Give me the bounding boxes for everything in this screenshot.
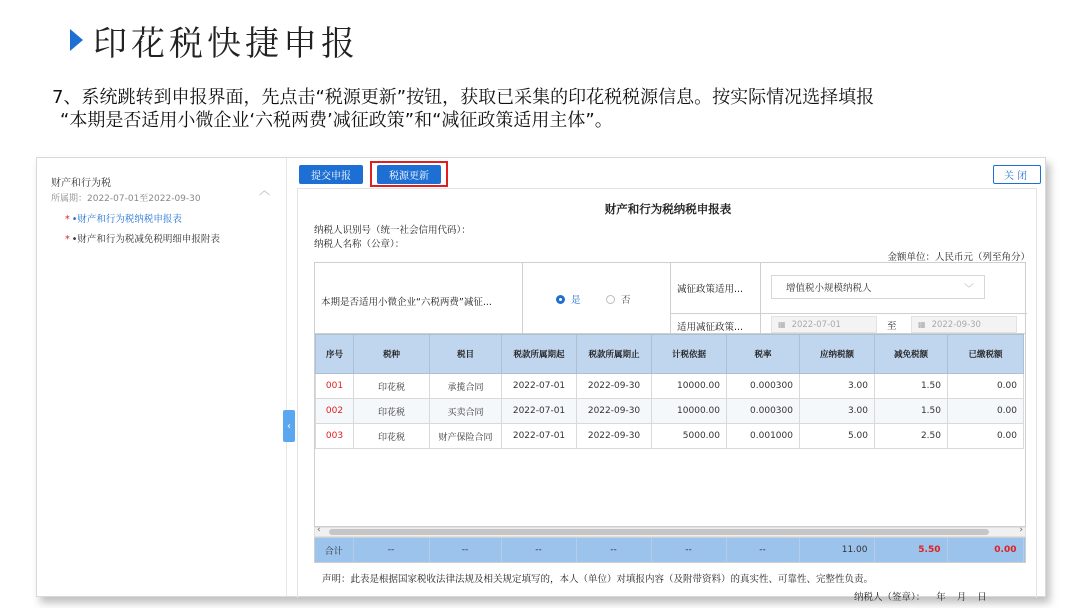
table-cell: 0.00 bbox=[948, 399, 1024, 424]
radio-unchecked-icon bbox=[606, 295, 615, 304]
main-panel bbox=[297, 158, 1047, 603]
column-header: 序号 bbox=[316, 335, 354, 374]
small-enterprise-policy-question: 本期是否适用小微企业“六税两费”减征... bbox=[321, 297, 492, 308]
total-cell: -- bbox=[651, 538, 726, 562]
table-row[interactable] bbox=[316, 399, 1024, 424]
table-cell: 1.50 bbox=[875, 374, 948, 399]
table-cell: 印花税 bbox=[354, 374, 430, 399]
table-cell: 2022-09-30 bbox=[577, 374, 652, 399]
sidebar-item-exemption-schedule[interactable] bbox=[65, 231, 220, 245]
column-header: 应纳税额 bbox=[800, 335, 875, 374]
sidebar-period: 所属期：2022-07-01至2022-09-30 bbox=[51, 194, 201, 204]
table-cell: 3.00 bbox=[800, 399, 875, 424]
table-cell: 财产保险合同 bbox=[430, 424, 502, 449]
taxpayer-id-label: 纳税人识别号（统一社会信用代码）： bbox=[314, 225, 471, 236]
total-cell: -- bbox=[429, 538, 501, 562]
required-star-icon: * bbox=[65, 214, 70, 225]
table-cell: 2022-07-01 bbox=[502, 399, 577, 424]
scrollbar-thumb[interactable] bbox=[329, 529, 989, 535]
total-cell: -- bbox=[726, 538, 799, 562]
chevron-up-icon[interactable]: ︿ bbox=[259, 184, 270, 197]
sidebar-title: 财产和行为税 bbox=[51, 178, 111, 189]
table-cell: 10000.00 bbox=[652, 399, 727, 424]
horizontal-scrollbar[interactable] bbox=[314, 527, 1026, 537]
table-cell: 003 bbox=[316, 424, 354, 449]
total-cell: -- bbox=[576, 538, 651, 562]
table-cell: 0.001000 bbox=[727, 424, 800, 449]
policy-subject-label: 减征政策适用... bbox=[677, 284, 744, 295]
slide-title bbox=[70, 16, 359, 64]
calendar-icon: ▦ bbox=[918, 320, 926, 329]
chevron-left-icon: ‹ bbox=[287, 420, 291, 432]
app-screenshot bbox=[36, 157, 1046, 603]
column-header: 税目 bbox=[430, 335, 502, 374]
table-header-row bbox=[316, 335, 1024, 374]
chevron-down-icon: ﹀ bbox=[964, 284, 974, 295]
date-range-separator: 至 bbox=[887, 321, 897, 332]
policy-section bbox=[314, 262, 1026, 334]
collapse-sidebar-handle[interactable] bbox=[283, 410, 295, 442]
sidebar-item-label: •财产和行为税纳税申报表 bbox=[71, 214, 182, 225]
form-title: 财产和行为税纳税申报表 bbox=[604, 202, 732, 216]
instruction-line-2: “本期是否适用小微企业‘六税两费’减征政策”和“减征政策适用主体”。 bbox=[60, 110, 613, 131]
total-label: 合计 bbox=[315, 538, 353, 562]
tax-detail-table bbox=[314, 334, 1026, 527]
column-header: 已缴税额 bbox=[948, 335, 1024, 374]
total-cell: -- bbox=[501, 538, 576, 562]
table-cell: 1.50 bbox=[875, 399, 948, 424]
table-cell: 2022-07-01 bbox=[502, 374, 577, 399]
required-star-icon: * bbox=[65, 234, 70, 245]
table-cell: 2022-07-01 bbox=[502, 424, 577, 449]
table-cell: 2022-09-30 bbox=[577, 399, 652, 424]
sidebar-item-label: •财产和行为税减免税明细申报附表 bbox=[71, 234, 220, 245]
triangle-bullet-icon bbox=[70, 29, 83, 51]
column-header: 计税依据 bbox=[652, 335, 727, 374]
table-cell: 5000.00 bbox=[652, 424, 727, 449]
policy-end-date-input[interactable]: ▦ 2022-09-30 bbox=[911, 316, 1017, 333]
tax-source-refresh-button[interactable]: 税源更新 bbox=[377, 165, 441, 184]
table-cell: 0.00 bbox=[948, 424, 1024, 449]
table-cell: 印花税 bbox=[354, 399, 430, 424]
table-row[interactable] bbox=[316, 374, 1024, 399]
scroll-right-icon[interactable]: › bbox=[1019, 525, 1023, 535]
instruction-text bbox=[52, 86, 1052, 132]
scroll-left-icon[interactable]: ‹ bbox=[317, 525, 321, 535]
table-cell: 0.000300 bbox=[727, 374, 800, 399]
taxpayer-name-label: 纳税人名称（公章）： bbox=[314, 239, 405, 250]
submit-declaration-button[interactable]: 提交申报 bbox=[299, 165, 363, 184]
column-header: 税款所属期起 bbox=[502, 335, 577, 374]
declaration-form bbox=[297, 188, 1037, 603]
slide-title-text: 印花税快捷申报 bbox=[93, 23, 359, 64]
declaration-statement: 声明：此表是根据国家税收法律法规及相关规定填写的，本人（单位）对填报内容（及附带资料）的真实性、可靠性、完整性负责。 bbox=[322, 574, 874, 585]
table-cell: 001 bbox=[316, 374, 354, 399]
radio-checked-icon bbox=[556, 295, 565, 304]
instruction-line-1: 7、系统跳转到申报界面，先点击“税源更新”按钮，获取已采集的印花税税源信息。按实际情况选择填报 bbox=[52, 87, 875, 108]
total-row bbox=[314, 537, 1026, 563]
table-cell: 10000.00 bbox=[652, 374, 727, 399]
policy-start-date-input[interactable]: ▦ 2022-07-01 bbox=[771, 316, 877, 333]
table-cell: 5.00 bbox=[800, 424, 875, 449]
sidebar-item-declaration-form[interactable] bbox=[65, 211, 182, 225]
table-cell: 0.000300 bbox=[727, 399, 800, 424]
policy-period-label: 适用减征政策... bbox=[677, 322, 744, 333]
total-exemption: 5.50 bbox=[874, 538, 947, 562]
table-cell: 承揽合同 bbox=[430, 374, 502, 399]
column-header: 税种 bbox=[354, 335, 430, 374]
sidebar bbox=[37, 158, 291, 596]
policy-radio-no[interactable]: 否 bbox=[606, 292, 631, 306]
table-cell: 002 bbox=[316, 399, 354, 424]
table-row[interactable] bbox=[316, 424, 1024, 449]
total-payable: 11.00 bbox=[799, 538, 874, 562]
policy-radio-yes[interactable]: 是 bbox=[556, 292, 581, 306]
table-cell: 2022-09-30 bbox=[577, 424, 652, 449]
calendar-icon: ▦ bbox=[778, 320, 786, 329]
column-header: 税款所属期止 bbox=[577, 335, 652, 374]
amount-unit-label: 金额单位：人民币元（列至角分） bbox=[887, 252, 1030, 263]
table-cell: 0.00 bbox=[948, 374, 1024, 399]
table-cell: 买卖合同 bbox=[430, 399, 502, 424]
signature-line: 纳税人（签章）： 年 月 日 bbox=[854, 592, 987, 603]
column-header: 税率 bbox=[727, 335, 800, 374]
policy-subject-select[interactable]: 增值税小规模纳税人 ﹀ bbox=[771, 275, 985, 299]
table-cell: 3.00 bbox=[800, 374, 875, 399]
table-cell: 印花税 bbox=[354, 424, 430, 449]
close-button[interactable]: 关闭 bbox=[993, 165, 1041, 184]
table-cell: 2.50 bbox=[875, 424, 948, 449]
total-cell: -- bbox=[353, 538, 429, 562]
total-paid: 0.00 bbox=[947, 538, 1023, 562]
column-header: 减免税额 bbox=[875, 335, 948, 374]
